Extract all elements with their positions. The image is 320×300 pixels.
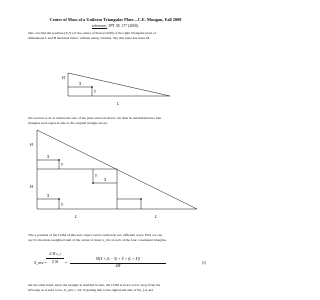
equation-expanded-numerator: M[X + (L − X) + X + (L + X)] <box>95 257 141 261</box>
equation-sum-denominator: Σ M <box>51 260 59 264</box>
equation-fraction-expanded <box>70 257 166 269</box>
equation-lhs: X_new = <box>34 261 48 265</box>
reference-journal: TPT <box>108 24 115 28</box>
paragraph-line: The x position of the COM of this new object can be written in two different ways. First we can <box>28 233 163 237</box>
label-height-top: H <box>30 142 33 147</box>
label-x: X <box>79 82 82 86</box>
label-y-middle: Y <box>95 174 97 178</box>
label-length: L <box>117 101 120 106</box>
equation-equals: = <box>65 261 68 265</box>
paragraph-line: dimensions L and H sketched below without using calculus. Say this plate has mass M. <box>28 36 150 41</box>
label-length-right: L <box>155 214 158 219</box>
paragraph-line: say it's the mass-weighted sum of the center of mass x_cm of each of the four constituent triangles, <box>28 238 167 243</box>
paragraph-line: On the other hand, since the triangle is doubled in size, the COM is twice as far away from the <box>28 283 161 287</box>
paragraph-line: left edge as it used to be, X_new = 2X. Equating this to the right-hand side of Eq. (1) and <box>28 288 154 293</box>
label-y-left: Y <box>61 203 63 207</box>
equation-fraction-sum <box>46 252 64 265</box>
paragraph-line: triangles each equal in size to the original triangle above. <box>28 121 108 126</box>
com-point-top <box>58 159 60 161</box>
equation-expanded-denominator: 4M <box>115 264 121 268</box>
label-y: Y <box>94 90 96 94</box>
com-point-right <box>140 198 142 200</box>
label-x-middle: X <box>104 178 107 182</box>
reference-prefix: reference: <box>91 24 108 28</box>
equation-number: (1) <box>201 261 206 265</box>
page-title: Center of Mass of a Uniform Triangular Plate—C.E. Mungan, Fall 2008 <box>49 17 182 22</box>
label-y-top: Y <box>61 163 63 167</box>
label-height-bottom: H <box>30 184 33 189</box>
fraction-bar <box>46 258 64 259</box>
label-height: H <box>62 75 65 80</box>
equation-sum-numerator: Σ M x_i <box>49 252 61 256</box>
label-x-top: X <box>47 155 50 159</box>
paragraph-x-position <box>28 233 206 243</box>
com-point-left <box>58 198 60 200</box>
paragraph-conclusion <box>28 283 206 293</box>
label-length-left: L <box>75 214 78 219</box>
paragraph-line: All one has to do is double the size of the plate and note that it can then be subdivided into four <box>28 116 162 120</box>
reference-rest: , 177 (2000). <box>119 24 140 28</box>
equation-1 <box>34 250 206 276</box>
paragraph-line: One can find the position (X,Y) of the center of mass (COM) of the right triangular plate of <box>28 31 157 35</box>
reference-volume: 38 <box>115 24 120 28</box>
label-x-left: X <box>47 194 50 198</box>
com-point-middle <box>92 182 94 184</box>
